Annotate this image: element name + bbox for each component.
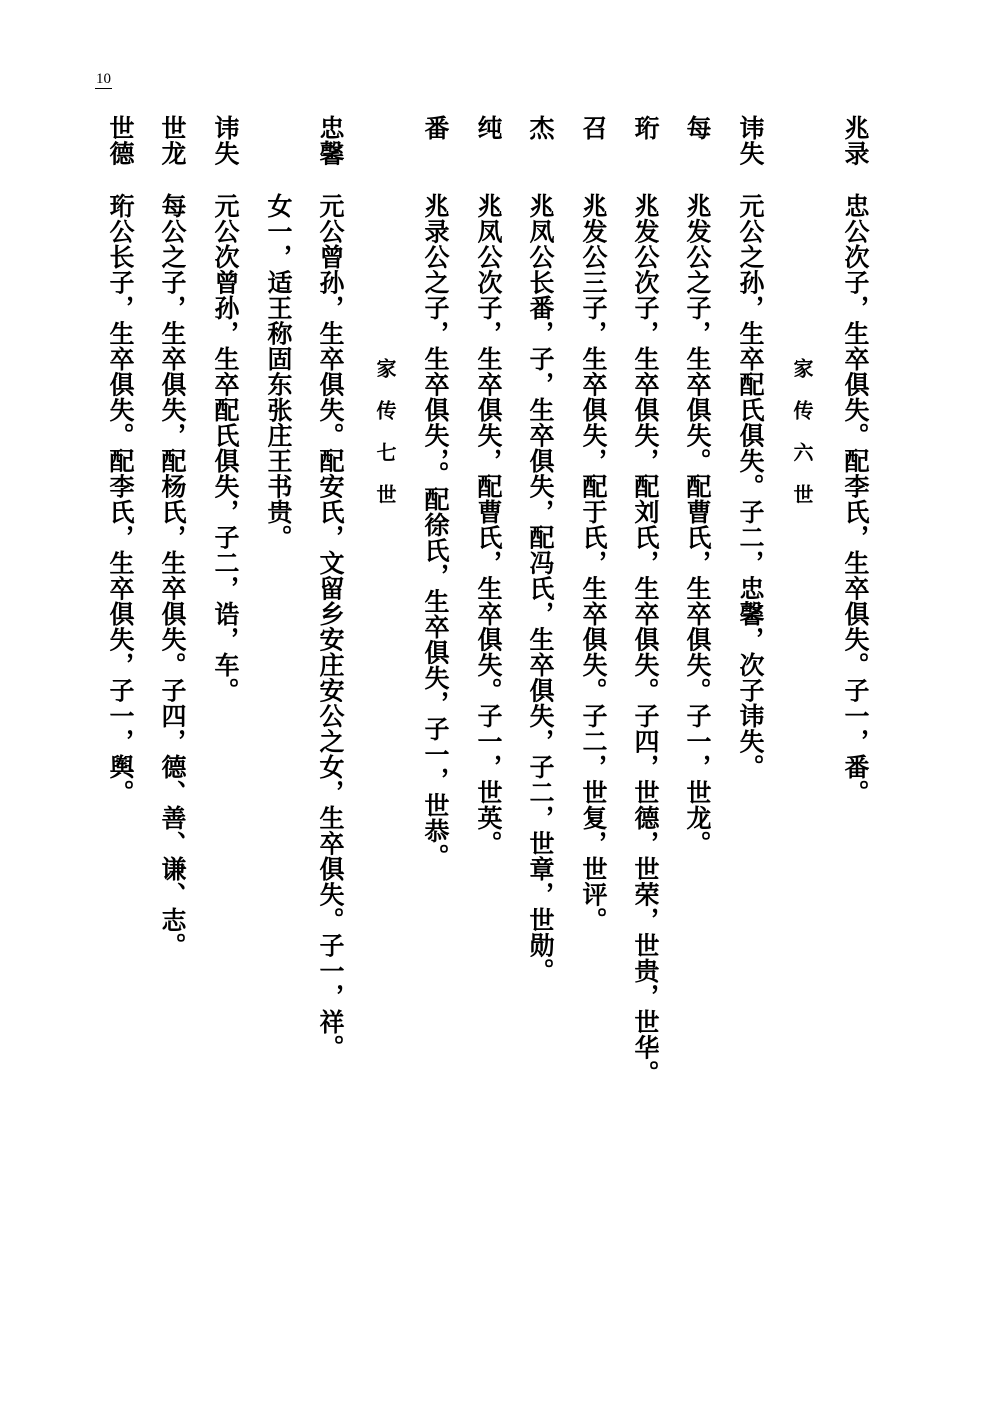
- entry-name: 纯: [474, 115, 503, 141]
- entry-text: 女一，适王称固东张庄王书贵。: [264, 193, 293, 550]
- entry-text: 兆凤公次子，生卒俱失，配曹氏，生卒俱失。子一，世英。: [474, 193, 503, 856]
- entry-name: 兆录: [841, 115, 870, 166]
- entry-name: 召: [579, 115, 608, 141]
- entry-name: 番: [421, 115, 450, 141]
- page-number: 10: [96, 71, 111, 87]
- entry-name: 杰: [526, 115, 555, 141]
- generation-heading: 家传七世: [373, 358, 397, 526]
- entry-text: 元公次曾孙，生卒配氏俱失，子二，诰，车。: [211, 193, 240, 703]
- entry-text: 每公之子，生卒俱失，配杨氏，生卒俱失。子四，德、善、谦、志。: [158, 193, 187, 958]
- entry-name: 忠馨: [316, 115, 345, 166]
- entry-name: 珩: [631, 115, 660, 141]
- generation-heading: 家传六世: [790, 358, 814, 526]
- entry-name: 世德: [106, 115, 135, 166]
- entry-name: 讳失: [736, 115, 765, 166]
- entry-text: 忠公次子，生卒俱失。配李氏，生卒俱失。子一，番。: [841, 193, 870, 805]
- entry-text: 珩公长子，生卒俱失。配李氏，生卒俱失，子一，舆。: [106, 193, 135, 805]
- entry-name: 世龙: [158, 115, 187, 166]
- entry-text: 元公之孙，生卒配氏俱失。子二，忠馨，次子讳失。: [736, 193, 765, 780]
- entry-name: 讳失: [211, 115, 240, 166]
- entry-text: 兆发公次子，生卒俱失，配刘氏，生卒俱失。子四，世德，世荣，世贵，世华。: [631, 193, 660, 1086]
- entry-name: 每: [683, 115, 712, 141]
- entry-text: 兆发公之子，生卒俱失。配曹氏，生卒俱失。子一，世龙。: [683, 193, 712, 856]
- entry-text: 兆凤公长番，子，生卒俱失，配冯氏，生卒俱失，子二，世章，世勋。: [526, 193, 555, 984]
- entry-text: 元公曾孙，生卒俱失。配安氏，文留乡安庄安公之女，生卒俱失。子一，祥。: [316, 193, 345, 1060]
- entry-text: 兆录公之子，生卒俱失，。配徐氏，生卒俱失，子一，世恭。: [421, 193, 450, 869]
- entry-text: 兆发公三子，生卒俱失，配于氏，生卒俱失。子二，世复，世评。: [579, 193, 608, 933]
